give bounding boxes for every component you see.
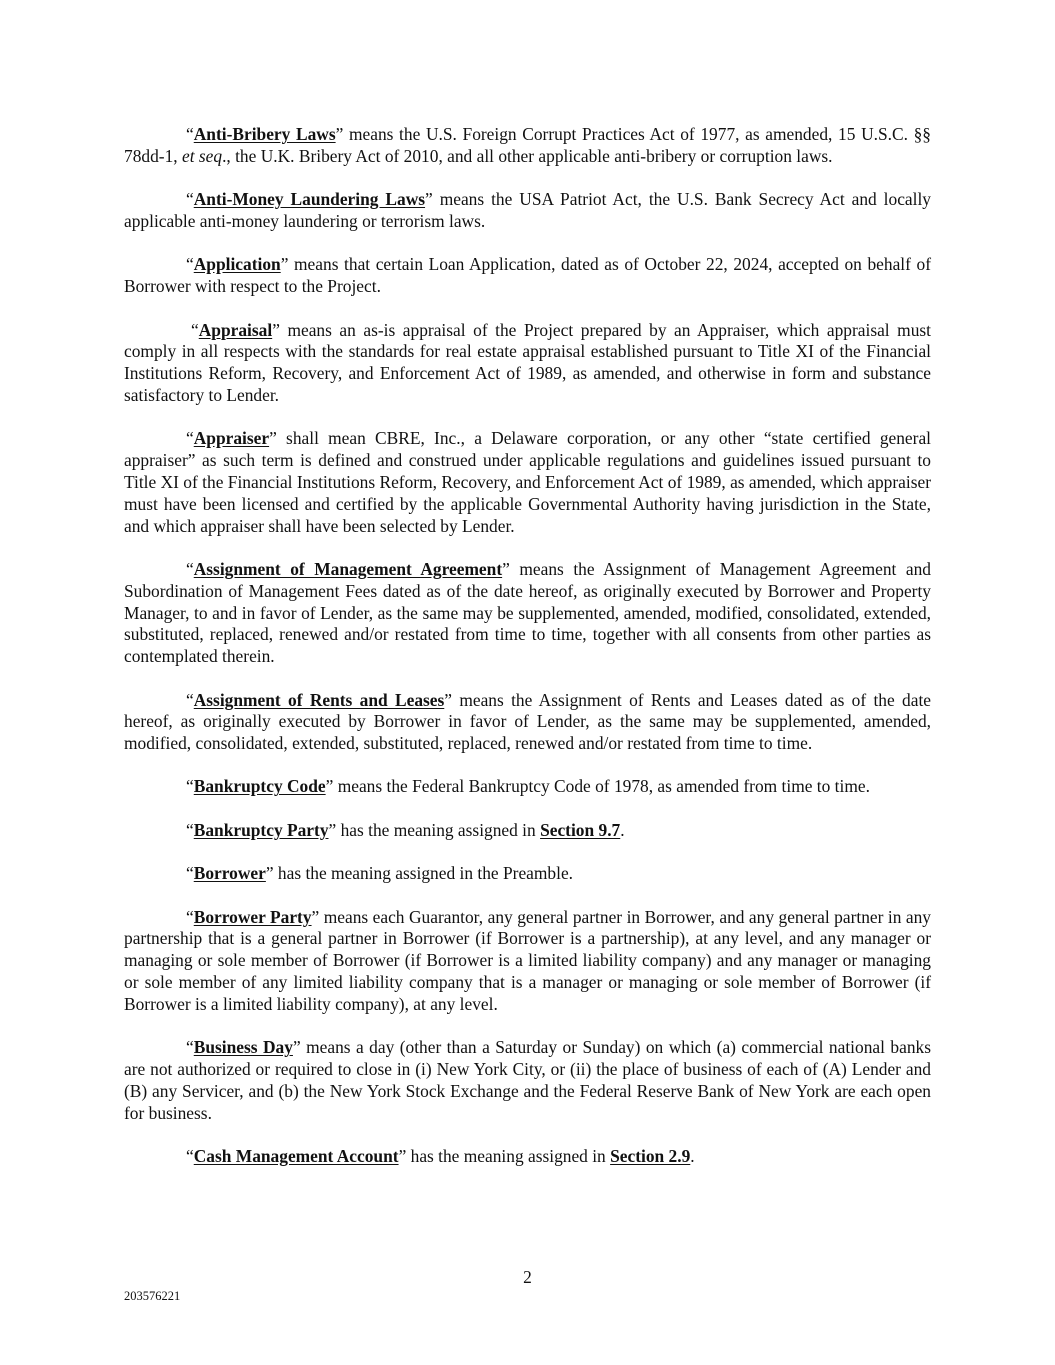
definition-anti-money-laundering-laws: “Anti-Money Laundering Laws” means the USA Patriot Act, the U.S. Bank Secrecy Act and locally applicable anti-money laundering or terrorism laws.: [124, 189, 931, 231]
page-number: 2: [523, 1267, 532, 1287]
defined-term: Bankruptcy Party: [193, 819, 329, 840]
defined-term: Business Day: [193, 1037, 293, 1058]
definition-assignment-of-rents-and-leases: “Assignment of Rents and Leases” means the Assignment of Rents and Leases dated as of the date hereof, as originally executed by Borrower in favor of Lender, as the same may be supplemented, amended, modified, consolidated, extended, substituted, replaced, renewed and/or restated from time to time.: [124, 689, 932, 754]
defined-term: Assignment of Management Agreement: [193, 558, 503, 579]
definition-business-day: “Business Day” means a day (other than a Saturday or Sunday) on which (a) commercial national banks are not authorized or required to close in (i) New York City, or (ii) the place of business of each of (A) Lender and (B) any Servicer, and (b) the New York Stock Exchange and the Federal Reserve Bank of New York are each open for business.: [124, 1037, 931, 1123]
definition-borrower-party: “Borrower Party” means each Guarantor, any general partner in Borrower, and any general partner in any partnership that is a general partner in Borrower (if Borrower is a partnership), at any level, and any manager or managing or sole member of Borrower (if Borrower is a limited liability company) and any manager or managing or sole member of any limited liability company that is a manager or managing or sole member of Borrower (if Borrower is a limited liability company), at any level.: [124, 906, 932, 1014]
definition-assignment-of-management-agreement: “Assignment of Management Agreement” means the Assignment of Management Agreement and Subordination of Management Fees dated as of the date hereof, as originally executed by Borrower and Property Manager, to and in favor of Lender, as the same may be supplemented, amended, modified, consolidated, extended, substituted, replaced, renewed and/or restated from time to time, together with all consents from other parties as contemplated therein.: [124, 558, 931, 667]
definition-cash-management-account: “Cash Management Account” has the meaning assigned in Section 2.9.: [186, 1146, 695, 1167]
definition-application: “Application” means that certain Loan Application, dated as of October 22, 2024, accepted on behalf of Borrower with respect to the Project.: [124, 254, 931, 297]
definition-appraisal: “Appraisal” means an as-is appraisal of the Project prepared by an Appraiser, which appraisal must comply in all respects with the standards for real estate appraisal established pursuant to Title XI of the Financial Institutions Reform, Recovery, and Enforcement Act of 1989, as amended, and otherwise in form and substance satisfactory to Lender.: [124, 319, 931, 405]
document-body: [124, 124, 931, 1189]
defined-term: Appraiser: [193, 428, 270, 449]
defined-term: Anti-Money Laundering Laws: [193, 189, 426, 210]
defined-term: Bankruptcy Code: [193, 776, 326, 797]
defined-term: Anti-Bribery Laws: [193, 124, 336, 144]
defined-term: Application: [193, 254, 281, 275]
definition-appraiser: “Appraiser” shall mean CBRE, Inc., a Delaware corporation, or any other “state certified general appraiser” as such term is defined and construed under applicable regulations and guidelines issued pursuant to Title XI of the Financial Institutions Reform, Recovery, and Enforcement Act of 1989, as amended, which appraiser must have been licensed and certified by the applicable Governmental Authority having jurisdiction in the State, and which appraiser shall have been selected by Lender.: [124, 428, 931, 536]
defined-term: Borrower Party: [193, 906, 312, 927]
definition-bankruptcy-code: “Bankruptcy Code” means the Federal Bankruptcy Code of 1978, as amended from time to time.: [186, 776, 870, 797]
defined-term: Assignment of Rents and Leases: [193, 689, 445, 710]
defined-term: Borrower: [193, 863, 266, 884]
document-id: 203576221: [124, 1289, 181, 1303]
defined-term: Appraisal: [198, 319, 273, 340]
definition-borrower: “Borrower” has the meaning assigned in the Preamble.: [186, 863, 574, 884]
definition-anti-bribery-laws: “Anti-Bribery Laws” means the U.S. Foreign Corrupt Practices Act of 1977, as amended, 15 U.S.C. §§ 78dd-1, et seq., the U.K. Bribery Act of 2010, and all other applicable anti-bribery or corruption laws.: [124, 124, 931, 166]
section-reference-link[interactable]: Section 2.9: [610, 1146, 691, 1167]
section-reference-link[interactable]: Section 9.7: [540, 819, 621, 840]
definition-bankruptcy-party: “Bankruptcy Party” has the meaning assigned in Section 9.7.: [186, 819, 625, 840]
defined-term: Cash Management Account: [193, 1146, 399, 1167]
